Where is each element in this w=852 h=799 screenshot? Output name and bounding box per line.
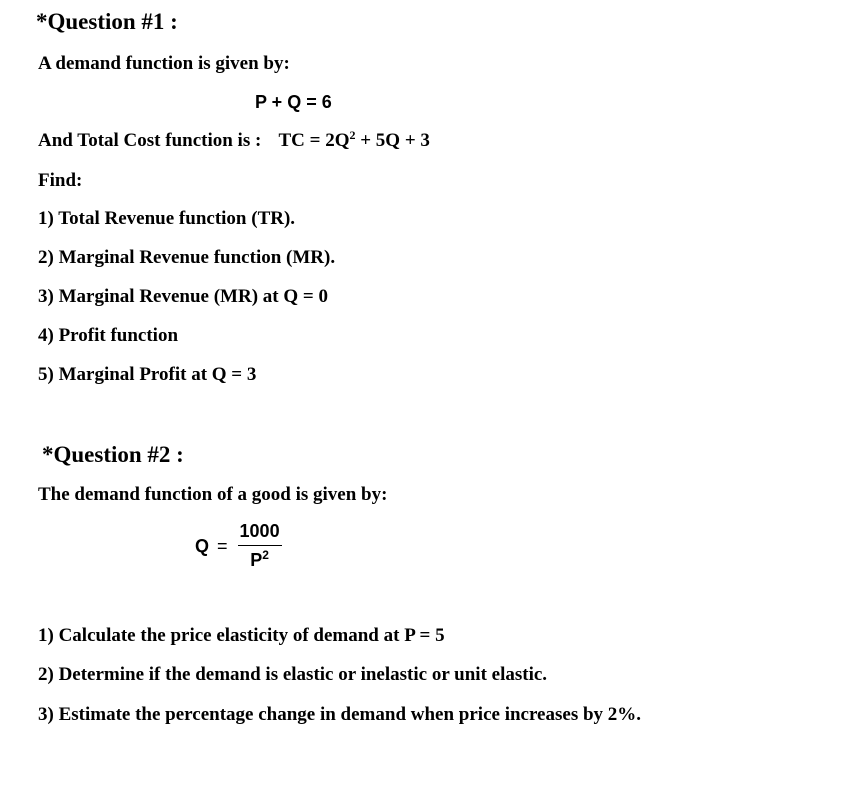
question-2-intro: The demand function of a good is given by: [38, 484, 388, 505]
find-label: Find: [38, 170, 83, 191]
question-1-intro: A demand function is given by: [38, 53, 290, 74]
total-cost-line [38, 128, 430, 151]
question-1-item: 3) Marginal Revenue (MR) at Q = 0 [38, 286, 328, 307]
total-cost-equation [278, 130, 429, 151]
total-cost-label: And Total Cost function is : [38, 130, 262, 151]
question-2-item: 2) Determine if the demand is elastic or inelastic or unit elastic. [38, 664, 548, 685]
tc-lhs: TC = 2Q [278, 130, 350, 151]
denominator-base: P [250, 550, 263, 570]
question-1-item: 1) Total Revenue function (TR). [38, 208, 296, 229]
question-2-item: 1) Calculate the price elasticity of demand at P = 5 [38, 625, 445, 646]
fraction-lhs: Q [195, 535, 210, 556]
demand-equation: P + Q = 6 [255, 92, 332, 112]
question-1-item: 2) Marginal Revenue function (MR). [38, 247, 336, 268]
fraction-denominator [250, 546, 269, 571]
question-1-item: 5) Marginal Profit at Q = 3 [38, 364, 257, 385]
fraction-equals: = [217, 535, 228, 556]
fraction [238, 521, 282, 571]
question-1-item: 4) Profit function [38, 325, 179, 346]
question-1-heading: *Question #1 : [36, 9, 178, 34]
demand-fraction-equation [195, 521, 282, 571]
tc-exponent: 2 [349, 128, 356, 142]
fraction-numerator: 1000 [238, 521, 282, 546]
question-2-heading: *Question #2 : [42, 442, 184, 467]
denominator-exponent: 2 [262, 548, 269, 562]
question-2-item: 3) Estimate the percentage change in demand when price increases by 2%. [38, 704, 642, 725]
tc-rhs: + 5Q + 3 [355, 130, 430, 151]
